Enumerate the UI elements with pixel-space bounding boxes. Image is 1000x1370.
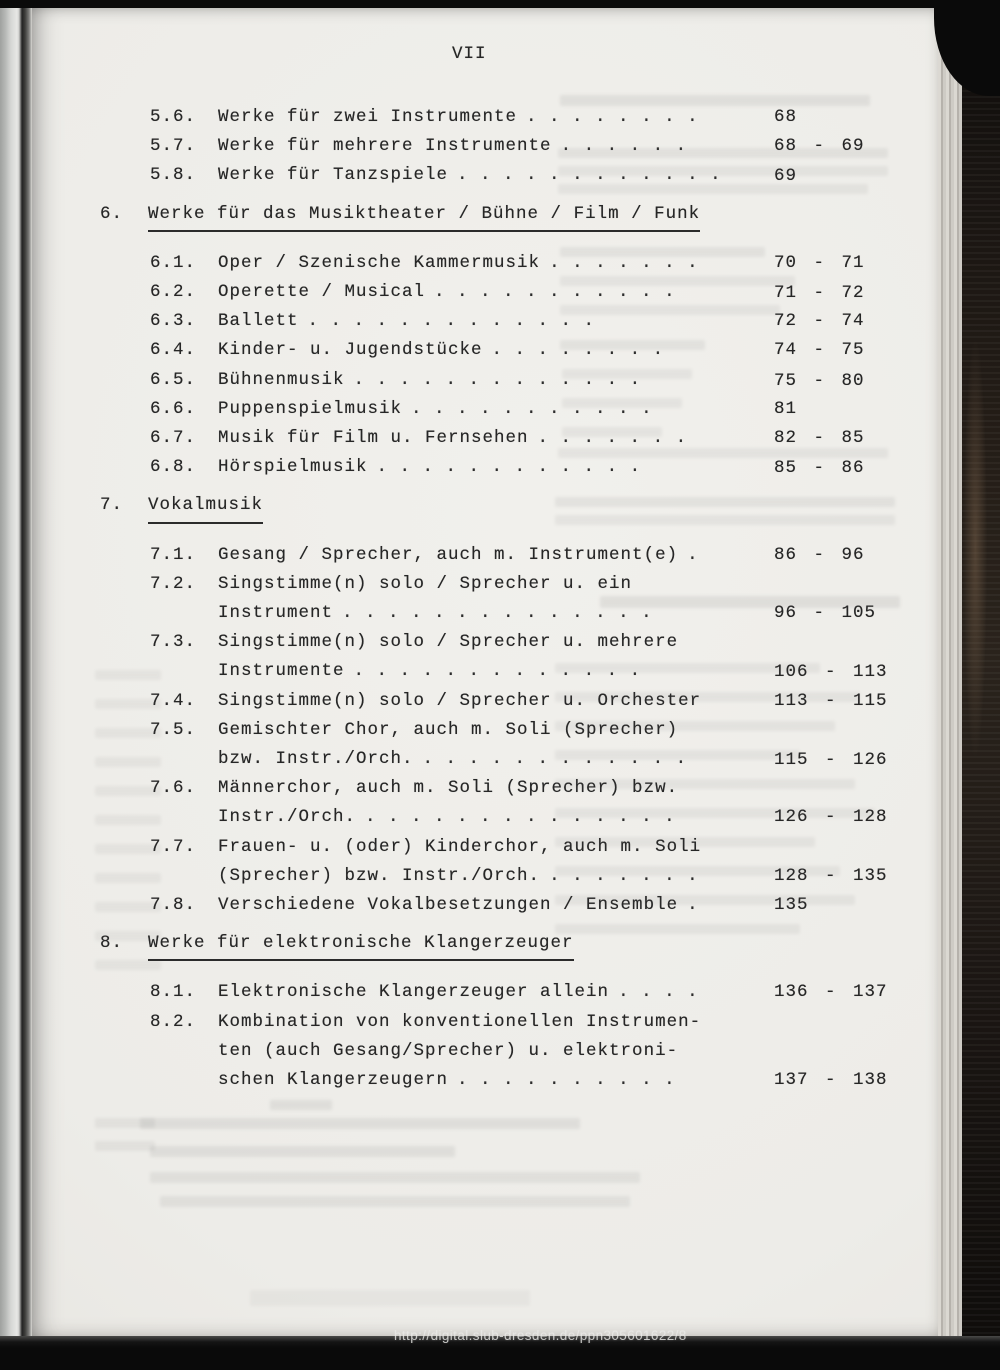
- bleedthrough-artifact: [555, 779, 855, 789]
- entry-leader-dots: . . . . . . . . . . . .: [457, 165, 722, 186]
- top-border: [0, 0, 1000, 8]
- entry-title: (Sprecher) bzw. Instr./Orch.: [218, 865, 541, 886]
- bleedthrough-artifact: [95, 931, 161, 941]
- entry-leader-dots: . . . . . . . . . . . . . .: [365, 807, 676, 828]
- bleedthrough-artifact: [150, 1146, 455, 1157]
- entry-page-range: 81: [774, 398, 798, 419]
- entry-number: 6.3.: [150, 311, 197, 332]
- page-stack-edge: [938, 0, 962, 1370]
- toc-entry-row: [150, 336, 892, 365]
- toc-section: [32, 491, 940, 920]
- entry-title: Singstimme(n) solo / Sprecher u. Orchester: [218, 690, 702, 711]
- bleedthrough-artifact: [270, 1100, 332, 1110]
- entry-title: Instr./Orch.: [218, 807, 357, 828]
- entry-title: schen Klangerzeugern: [218, 1070, 449, 1091]
- entry-title: Verschiedene Vokalbesetzungen / Ensemble: [218, 895, 679, 916]
- entry-page-range: 72 - 74: [774, 311, 865, 332]
- entry-leader-dots: . . . . . . .: [537, 428, 688, 449]
- entry-number: 5.6.: [150, 107, 197, 127]
- bleedthrough-artifact: [560, 95, 870, 106]
- bleedthrough-artifact: [95, 670, 161, 680]
- bleedthrough-artifact: [150, 1172, 640, 1183]
- entry-leader-dots: . . . . . . . . . . . . .: [307, 311, 596, 332]
- bleedthrough-artifact: [95, 699, 161, 709]
- entry-page-range: 137 - 138: [774, 1070, 888, 1091]
- entry-leader-dots: . . . . . . . . . .: [457, 1070, 676, 1091]
- toc-section: [32, 929, 940, 1095]
- toc-entry-row: [150, 307, 892, 336]
- toc-entry-row: [150, 570, 892, 599]
- entry-title: Werke für Tanzspiele: [218, 165, 449, 186]
- bleedthrough-artifact: [555, 663, 820, 673]
- bleedthrough-artifact: [95, 1141, 155, 1151]
- entry-title: Elektronische Klangerzeuger allein: [218, 982, 610, 1003]
- bleedthrough-artifact: [95, 960, 161, 970]
- bleedthrough-artifact: [560, 340, 705, 350]
- entry-number: 8.1.: [150, 982, 197, 1003]
- entry-leader-dots: . . . . . .: [560, 136, 688, 157]
- page-number: VII: [452, 44, 487, 64]
- entry-leader-dots: . . . . . . . .: [491, 340, 665, 361]
- entry-number: 6.8.: [150, 457, 197, 478]
- bleedthrough-artifact: [555, 924, 800, 934]
- bleedthrough-artifact: [95, 757, 161, 767]
- bleedthrough-artifact: [555, 808, 875, 818]
- entry-title: Singstimme(n) solo / Sprecher u. ein: [218, 573, 633, 594]
- entry-page-range: 74 - 75: [774, 340, 865, 361]
- section-heading: Werke für das Musiktheater / Bühne / Film / Funk: [148, 200, 700, 232]
- bleedthrough-artifact: [558, 184, 868, 194]
- entry-page-range: 106 - 113: [774, 662, 888, 683]
- entry-number: 7.5.: [150, 719, 197, 740]
- entry-title: Kinder- u. Jugendstücke: [218, 340, 483, 361]
- bleedthrough-artifact: [95, 844, 161, 854]
- entry-title: Instrumente: [218, 661, 345, 682]
- entry-number: 7.1.: [150, 544, 197, 565]
- bleedthrough-artifact: [95, 873, 161, 883]
- entry-number: 7.4.: [150, 690, 197, 711]
- bleedthrough-artifact: [558, 448, 888, 458]
- entry-page-range: 96 - 105: [774, 603, 877, 624]
- entry-page-range: 126 - 128: [774, 807, 888, 828]
- entry-leader-dots: . . . . . . . . . . .: [434, 282, 676, 303]
- toc-entry-row: [150, 395, 892, 424]
- toc-entry-row: [150, 249, 892, 278]
- entry-page-range: 86 - 96: [774, 544, 865, 565]
- entry-number: [150, 1037, 218, 1066]
- entry-page-range: 135: [774, 895, 809, 916]
- entry-number: [150, 599, 218, 628]
- entry-number: 5.8.: [150, 165, 197, 186]
- left-page-gutter: [0, 0, 32, 1370]
- toc-entry-row: [150, 1066, 892, 1095]
- entry-number: 6.2.: [150, 282, 197, 303]
- entry-title: Bühnenmusik: [218, 369, 345, 390]
- entry-title: Werke für mehrere Instrumente: [218, 136, 552, 157]
- section-number: 7.: [100, 495, 124, 516]
- bleedthrough-artifact: [555, 497, 895, 507]
- entry-leader-dots: . . . . . . .: [549, 865, 699, 886]
- entry-title: Oper / Szenische Kammermusik: [218, 252, 541, 273]
- bleedthrough-artifact: [562, 427, 662, 437]
- toc-entry-row: [150, 541, 892, 570]
- entry-leader-dots: .: [687, 544, 699, 565]
- entry-title: Operette / Musical: [218, 282, 426, 303]
- entry-page-range: 75 - 80: [774, 370, 865, 391]
- bleedthrough-artifact: [562, 398, 682, 408]
- entry-title: Singstimme(n) solo / Sprecher u. mehrere: [218, 632, 679, 653]
- toc-section: [32, 103, 940, 191]
- toc-entry-row: [150, 103, 892, 132]
- toc-section: [32, 200, 940, 483]
- entry-title: Gesang / Sprecher, auch m. Instrument(e): [218, 544, 679, 565]
- bleedthrough-artifact: [95, 902, 161, 912]
- toc-entry-row: [150, 978, 892, 1007]
- section-heading-row: [100, 200, 940, 232]
- bleedthrough-artifact: [555, 895, 855, 905]
- entry-number: 7.2.: [150, 573, 197, 594]
- entry-number: 6.5.: [150, 369, 197, 390]
- toc-entry-row: [150, 1008, 892, 1037]
- entry-page-range: 113 - 115: [774, 690, 888, 711]
- toc-entry-row: [150, 628, 892, 657]
- entry-page-range: 115 - 126: [774, 750, 888, 771]
- bleedthrough-artifact: [562, 369, 692, 379]
- entry-number: 6.6.: [150, 398, 197, 419]
- entry-title: Puppenspielmusik: [218, 398, 403, 419]
- entry-leader-dots: . . . . . . . . . . . . . .: [342, 603, 653, 624]
- section-heading-row: [100, 929, 940, 961]
- entry-number: 6.7.: [150, 428, 197, 449]
- entry-number: [150, 1066, 218, 1095]
- entry-leader-dots: . . . .: [618, 982, 699, 1003]
- bleedthrough-artifact: [140, 1118, 580, 1129]
- entry-title: Gemischter Chor, auch m. Soli (Sprecher): [218, 719, 679, 740]
- bleedthrough-artifact: [558, 166, 888, 176]
- bleedthrough-artifact: [558, 148, 888, 158]
- entry-number: 7.3.: [150, 632, 197, 653]
- entry-number: 8.2.: [150, 1011, 197, 1032]
- entry-leader-dots: .: [687, 895, 699, 916]
- entry-leader-dots: . . . . . . . . . . . . .: [353, 369, 642, 390]
- entry-leader-dots: . . . . . . . . . . .: [411, 398, 653, 419]
- bleedthrough-artifact: [560, 276, 795, 286]
- entry-page-range: 68 - 69: [774, 136, 865, 157]
- bleedthrough-artifact: [160, 1196, 630, 1207]
- bleedthrough-artifact: [555, 515, 895, 525]
- library-watermark-url: http://digital.slub-dresden.de/ppn305601622/8: [394, 1328, 687, 1343]
- entry-page-range: 136 - 137: [774, 982, 888, 1003]
- entry-number: 6.4.: [150, 340, 197, 361]
- entry-leader-dots: . . . . . . . . . . . .: [422, 749, 688, 770]
- bleedthrough-artifact: [555, 750, 800, 760]
- entry-title: Werke für zwei Instrumente: [218, 107, 518, 127]
- entry-title: Instrument: [218, 603, 334, 624]
- entry-leader-dots: . . . . . . . . . . . . .: [353, 661, 642, 682]
- bleedthrough-artifact: [555, 837, 815, 847]
- entry-title: Ballett: [218, 311, 299, 332]
- entry-page-range: 68: [774, 107, 798, 127]
- bleedthrough-artifact: [560, 305, 780, 315]
- book-page: [32, 8, 940, 1340]
- section-heading: Werke für elektronische Klangerzeuger: [148, 929, 574, 961]
- bleedthrough-artifact: [250, 1290, 530, 1306]
- bleedthrough-artifact: [555, 721, 835, 731]
- entry-title: Kombination von konventionellen Instrumen-: [218, 1011, 702, 1032]
- section-number: 8.: [100, 933, 124, 954]
- entry-number: 7.6.: [150, 778, 197, 799]
- book-fore-edge: [962, 0, 1000, 1370]
- entry-leader-dots: . . . . . . .: [549, 252, 699, 273]
- entry-page-range: 69: [774, 166, 798, 187]
- entry-title: bzw. Instr./Orch.: [218, 749, 414, 770]
- bleedthrough-artifact: [95, 815, 161, 825]
- section-heading: Vokalmusik: [148, 491, 263, 523]
- bleedthrough-artifact: [95, 728, 161, 738]
- bleedthrough-artifact: [95, 786, 161, 796]
- entry-title: Hörspielmusik: [218, 457, 368, 478]
- entry-title: ten (auch Gesang/Sprecher) u. elektroni-: [218, 1040, 679, 1061]
- entry-title: Männerchor, auch m. Soli (Sprecher) bzw.: [218, 778, 679, 799]
- entry-page-range: 128 - 135: [774, 865, 888, 886]
- bleedthrough-artifact: [600, 596, 900, 608]
- entry-number: 6.1.: [150, 252, 197, 273]
- entry-page-range: 85 - 86: [774, 458, 865, 479]
- bleedthrough-artifact: [555, 866, 840, 876]
- section-number: 6.: [100, 203, 124, 224]
- entry-title: Frauen- u. (oder) Kinderchor, auch m. Soli: [218, 836, 702, 857]
- entry-leader-dots: . . . . . . . . . . . .: [376, 457, 642, 478]
- entry-leader-dots: . . . . . . . .: [526, 107, 699, 127]
- entry-title: Musik für Film u. Fernsehen: [218, 428, 529, 449]
- entry-page-range: 82 - 85: [774, 428, 865, 449]
- entry-number: 7.7.: [150, 836, 197, 857]
- bleedthrough-artifact: [555, 692, 860, 702]
- entry-number: 5.7.: [150, 136, 197, 157]
- entry-page-range: 71 - 72: [774, 283, 865, 304]
- entry-number: 7.8.: [150, 895, 197, 916]
- bleedthrough-artifact: [560, 247, 765, 257]
- toc-entry-row: [150, 366, 892, 395]
- entry-page-range: 70 - 71: [774, 252, 865, 273]
- toc-entry-row: [150, 1037, 892, 1066]
